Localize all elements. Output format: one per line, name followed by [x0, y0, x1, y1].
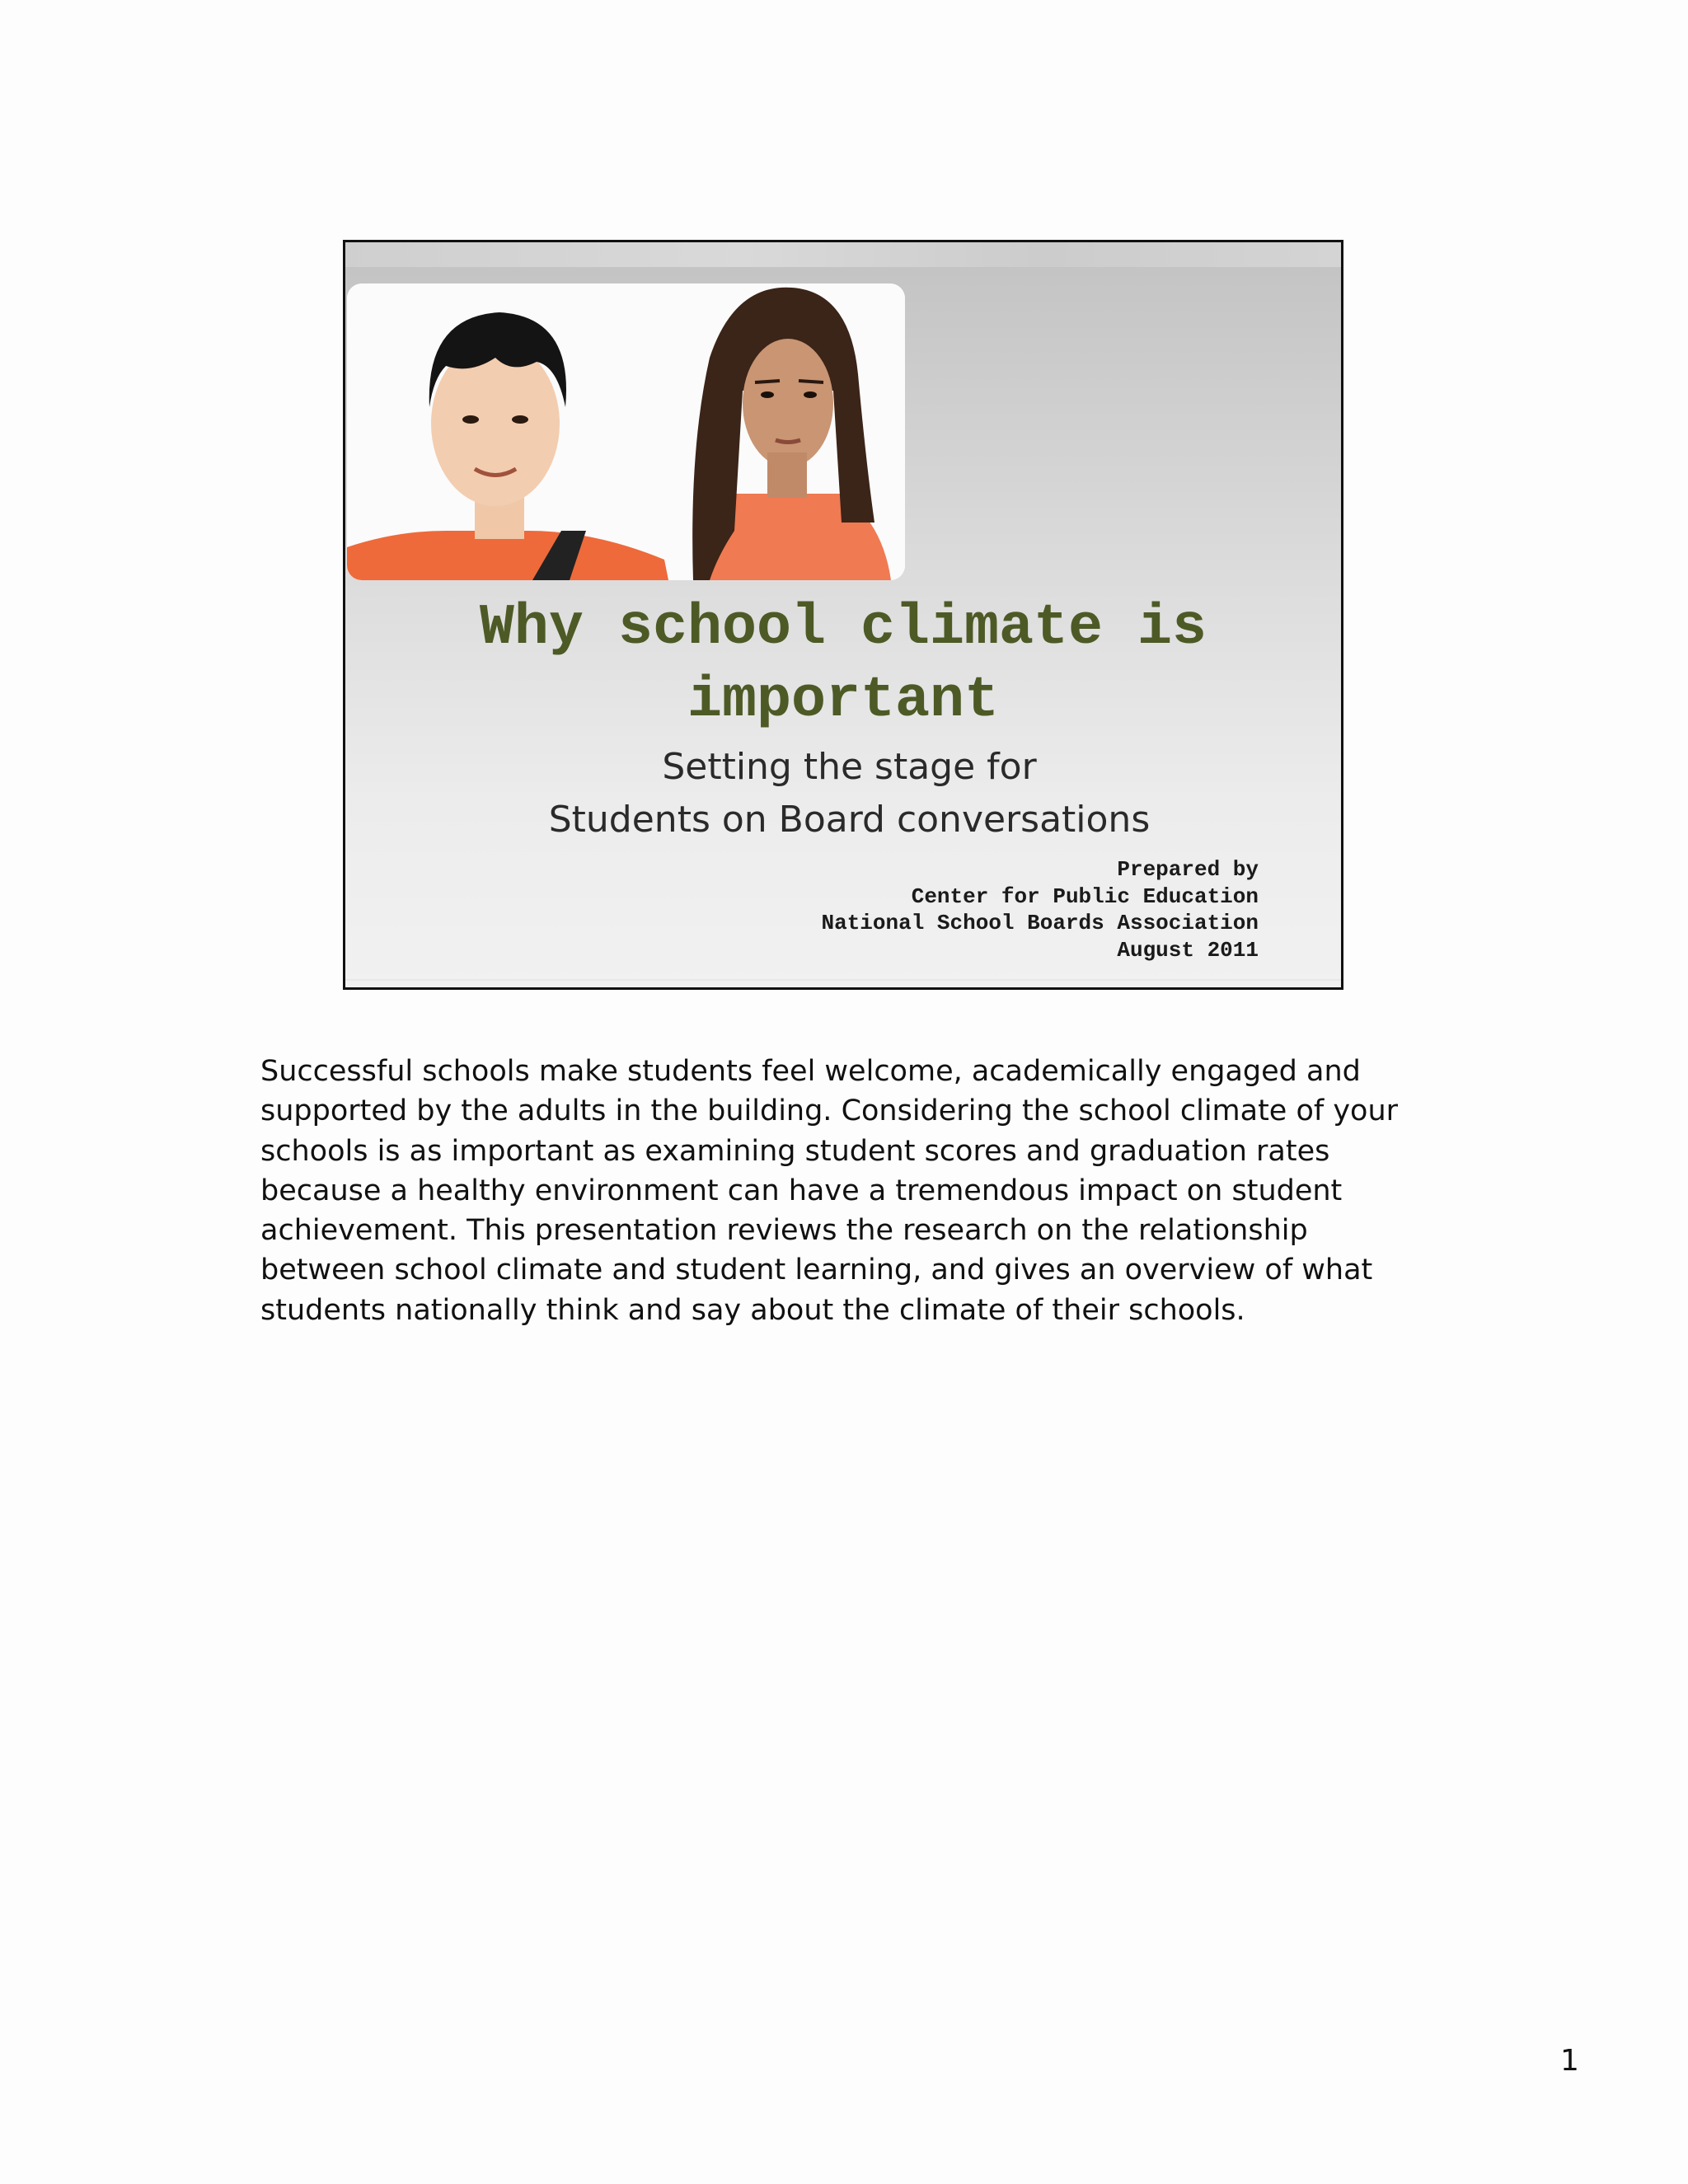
credit-date: August 2011	[1117, 937, 1259, 963]
students-photo	[347, 284, 905, 580]
slide-subtitle	[345, 741, 1341, 846]
credit-organization: Center for Public Education	[911, 883, 1259, 909]
slide-credits	[822, 856, 1259, 963]
slide-title	[345, 593, 1341, 738]
credit-association: National School Boards Association	[821, 911, 1259, 935]
slide-title-line-2: important	[687, 668, 1000, 733]
speaker-notes-paragraph: Successful schools make students feel welcome, academically engaged and supported by the adults in the building. Considering the school climate of your schools is as important as examining student scores and graduation rates because a healthy environment can have a tremendous impact on student achievement. This presentation reviews the research on the relationship between school climate and student learning, and gives an overview of what students nationally think and say about the climate of their schools.	[260, 1055, 1399, 1327]
slide-title-line-1: Why school climate is	[479, 596, 1207, 661]
slide-subtitle-line-1: Setting the stage for	[662, 746, 1037, 788]
slide-top-band	[345, 242, 1341, 267]
slide-subtitle-line-2: Students on Board conversations	[548, 799, 1151, 841]
slide-divider	[345, 979, 1341, 981]
slide-thumbnail	[343, 240, 1343, 990]
page-number: 1	[1560, 2044, 1579, 2078]
credit-prepared-by: Prepared by	[1117, 857, 1259, 882]
